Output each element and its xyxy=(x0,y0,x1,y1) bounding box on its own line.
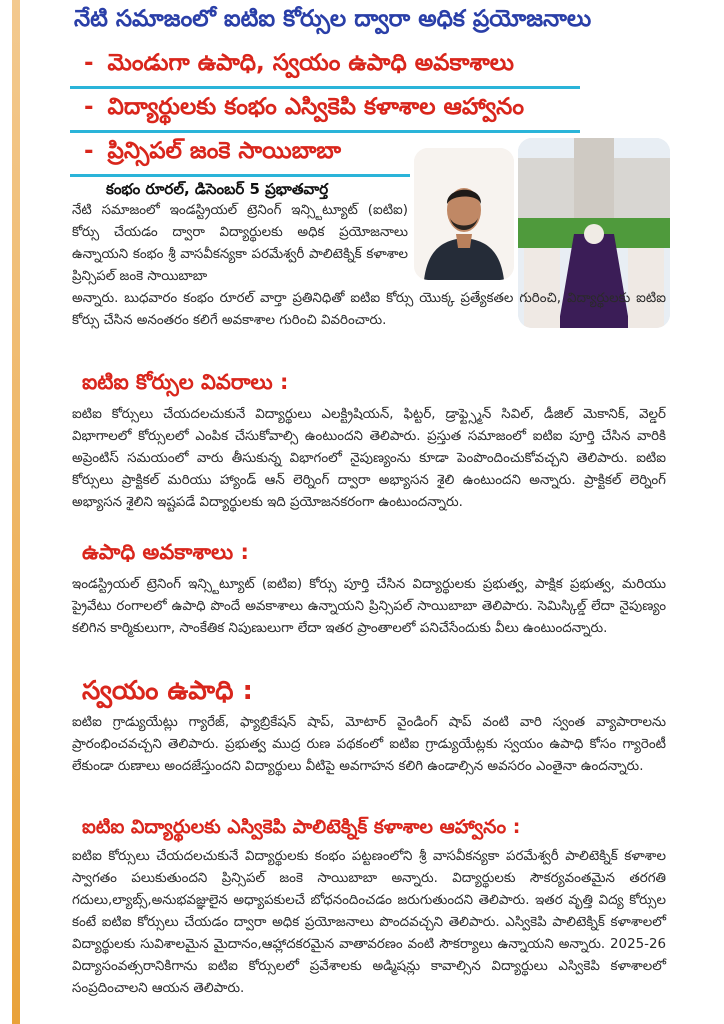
subheading-underline xyxy=(70,174,410,177)
portrait-illustration xyxy=(414,148,514,280)
section-body-college-invitation: ఐటిఐ కోర్సులు చేయదలచుకునే విద్యార్థులకు కంభం పట్టణంలోని శ్రీ వాసవీకన్యకా పరమేశ్వరీ పాలిటెక్నిక్ కళాశాల స్వాగతం పలుకుతుందని ప్రిన్సిపల్ జంకె సాయిబాబా అన్నారు. విద్యార్థులకు సౌకర్యవంతమైన తరగతి గదులు,ల్యాబ్స్,అనుభవజ్ఞులైన అధ్యాపకులచే బోధనందించడం జరుగుతుందని తెలిపారు. ఇతర వృత్తి విద్య కోర్సుల కంటే ఐటిఐ కోర్సులు చేయడం ద్వారా అధిక ప్రయోజనాలు పొందవచ్చని తెలిపారు. ఎస్వికెపి పాలిటెక్నిక్ కళాశాలలో విద్యార్థులకు సువిశాలమైన మైదానం,ఆహ్లాదకరమైన వాతావరణం వంటి సౌకర్యాలు ఉన్నాయని అన్నారు. 2025-26 విద్యాసంవత్సరానికిగాను ఐటిఐ కోర్సులలో ప్రవేశాలకు అడ్మిషన్లు కావాల్సిన విద్యార్థులు ఎస్వికెపి కళాశాలలో సంప్రదించాలని ఆయన తెలిపారు. xyxy=(72,849,666,996)
section-title-college-invitation: ఐటిఐ విద్యార్థులకు ఎస్వికెపి పాలిటెక్నిక్ కళాశాల ఆహ్వానం : xyxy=(82,816,521,838)
subheading-1 xyxy=(84,50,514,82)
section-title-self-employment: స్వయం ఉపాధి : xyxy=(82,676,253,706)
subheading-text: విద్యార్థులకు కంభం ఎస్వికెపి కళాశాల ఆహ్వానం xyxy=(107,94,524,120)
section-body-employment: ఇండస్ట్రియల్ ట్రెనింగ్ ఇన్స్టిట్యూట్ (ఐటిఐ) కోర్సు పూర్తి చేసిన విద్యార్థులకు ప్రభుత్వ, పాక్షిక ప్రభుత్వ, మరియు ప్రైవేటు రంగాలలో ఉపాధి పొందే అవకాశాలు ఉన్నాయని ప్రిన్సిపల్ సాయిబాబా తెలిపారు. సెమిస్కిల్డ్ లేదా నైపుణ్యం కలిగిన కార్మికులుగా, సాంకేతిక నిపుణులుగా లేదా ఇతర ప్రాంతాలలో పనిచేసేందుకు వీలు ఉంటుందన్నారు. xyxy=(72,577,666,636)
page-margin-bar xyxy=(12,0,20,1024)
subheading-dash: - xyxy=(84,50,94,76)
section-title-iti-courses: ఐటిఐ కోర్సుల వివరాలు : xyxy=(82,370,289,394)
intro-paragraph-b: అన్నారు. బుధవారం కంభం రూరల్ వార్తా ప్రతినిధితో ఐటిఐ కోర్సు యొక్క ప్రత్యేకతల గురించి, విద్యార్థులకు ఐటిఐ కోర్సు చేసిన అనంతరం కలిగే అవకాశాల గురించి వివరించారు. xyxy=(72,291,666,328)
subheading-underline xyxy=(70,86,580,89)
subheading-dash: - xyxy=(84,138,94,164)
subheading-underline xyxy=(70,130,580,133)
section-body-self-employment: ఐటిఐ గ్రాడ్యుయేట్లు గ్యారేజ్, ఫ్యాబ్రికేషన్ షాప్, మోటార్ వైండింగ్ షాప్ వంటి వారి స్వంత వ్యాపారాలను ప్రారంభించవచ్చని తెలిపారు. ప్రభుత్వ ముద్ర రుణ పథకంలో ఐటిఐ గ్రాడ్యుయేట్లకు స్వయం ఉపాధి కోసం గ్యారెంటీ లేకుండా రుణాలు అందజేస్తుందని విద్యార్థులు వీటిపై అవగాహన కలిగి ఉండాల్సిన అవసరం ఎంతైనా ఉందన్నారు. xyxy=(72,715,666,774)
article-headline: నేటి సమాజంలో ఐటిఐ కోర్సుల ద్వారా అధిక ప్రయోజనాలు xyxy=(74,6,592,32)
section-title-employment: ఉపాధి అవకాశాలు : xyxy=(82,540,249,564)
principal-photo xyxy=(414,148,514,280)
subheading-3 xyxy=(84,138,341,170)
subheading-2 xyxy=(84,94,524,126)
intro-paragraph-a: నేటి సమాజంలో ఇండస్ట్రియల్ ట్రెనింగ్ ఇన్స్టిట్యూట్ (ఐటిఐ) కోర్సు చేయడం ద్వారా విద్యార్థులకు అధిక ప్రయోజనాలు ఉన్నాయని కంభం శ్రీ వాసవీకన్యకా పరమేశ్వరీ పాలిటెక్నిక్ కళాశాల ప్రిన్సిపల్ జంకె సాయిబాబా xyxy=(72,203,408,284)
dateline: కంభం రూరల్, డిసెంబర్ 5 ప్రభాతవార్త xyxy=(106,180,329,198)
section-body-iti-courses: ఐటిఐ కోర్సులు చేయదలచుకునే విద్యార్థులు ఎలక్ట్రిషియన్, ఫిట్టర్, డ్రాఫ్ట్స్మెన్ సివిల్, డీజిల్ మెకానిక్, వెల్డర్ విభాగాలలో కోర్సులలో ఎంపిక చేసుకోవాల్సి ఉంటుందని తెలిపారు. ప్రస్తుత సమాజంలో ఐటిఐ పూర్తి చేసిన వారికి అప్రెంటిస్ సమయంలో వారు తీసుకున్న విభాగంలో నైపుణ్యంను కూడా పెంపొందించుకోవచ్చని తెలిపారు. ఐటిఐ కోర్సులు ప్రాక్టికల్ మరియు హ్యాండ్ ఆన్ లెర్నింగ్ ద్వారా అభ్యాసన శైలి ఉంటుందని అన్నారు. ప్రాక్టికల్ లెర్నింగ్ అభ్యాసన శైలిని ఇష్టపడే విద్యార్థులకు ఇది ప్రయోజనకరంగా ఉంటుందన్నారు. xyxy=(72,407,666,510)
subheading-text: మెండుగా ఉపాధి, స్వయం ఉపాధి అవకాశాలు xyxy=(107,50,514,76)
subheading-dash: - xyxy=(84,94,94,120)
subheading-text: ప్రిన్సిపల్ జంకె సాయిబాబా xyxy=(107,138,342,164)
